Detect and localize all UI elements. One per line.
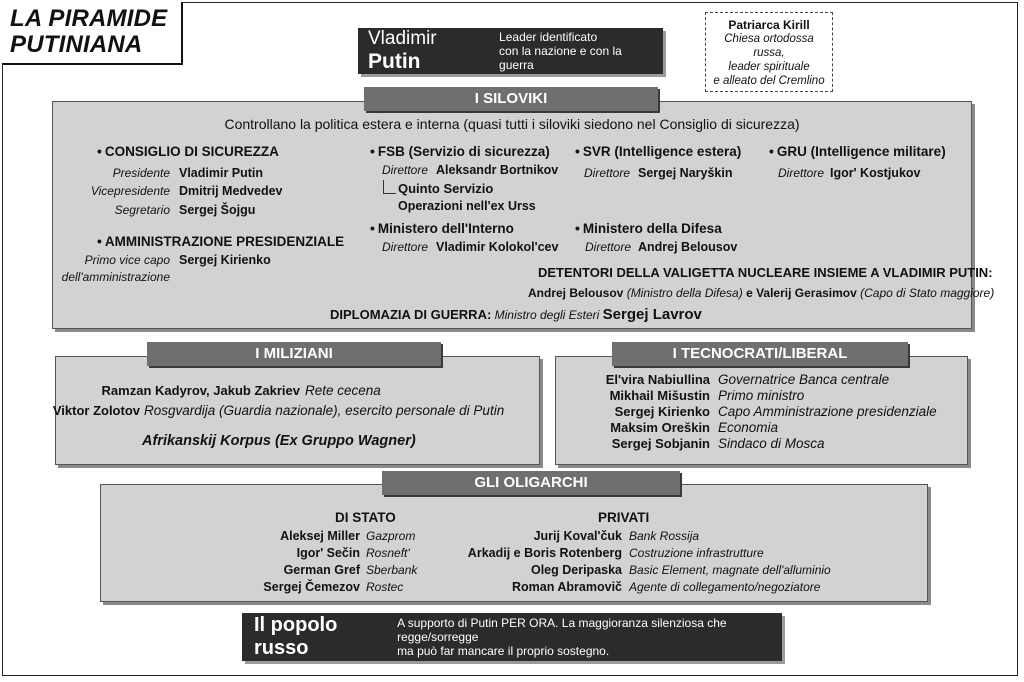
consiglio-role-3: Segretario	[114, 203, 170, 217]
miliziani-row2-name: Viktor Zolotov	[52, 403, 140, 418]
nucleare-role-2: (Capo di Stato maggiore)	[856, 286, 995, 300]
popolo-desc	[397, 616, 770, 658]
stato-name-3: German Gref	[283, 563, 360, 577]
putin-desc	[499, 30, 653, 72]
nucleare-conjunction: e	[746, 286, 753, 300]
tecnocrati-desc-2: Primo ministro	[718, 388, 805, 403]
popolo-box	[242, 613, 782, 661]
oligarchi-privati-title: PRIVATI	[598, 510, 650, 525]
privati-desc-4: Agente di collegamento/negoziatore	[629, 580, 821, 594]
interno-name: Vladimir Kolokol'cev	[436, 240, 559, 254]
fsb-sub-1: Quinto Servizio	[398, 181, 494, 196]
amministrazione-name: Sergej Kirienko	[179, 253, 271, 267]
nucleare-line	[528, 286, 994, 300]
putin-box	[358, 28, 663, 74]
stato-desc-2: Rosneft'	[366, 546, 410, 560]
privati-name-2: Arkadij e Boris Rotenberg	[467, 546, 622, 560]
page-title	[2, 2, 183, 65]
kirill-desc-1: Chiesa ortodossa russa,	[724, 33, 814, 59]
putin-last-name: Putin	[368, 50, 421, 73]
fsb-name: Aleksandr Bortnikov	[436, 163, 559, 177]
diplomazia-role: Ministro degli Esteri	[491, 308, 603, 322]
svr-role: Direttore	[584, 166, 631, 180]
gru-title: • GRU (Intelligence militare)	[769, 143, 946, 159]
stato-name-2: Igor' Sečin	[296, 546, 360, 560]
stato-name-4: Sergej Čemezov	[263, 580, 360, 594]
consiglio-role-2: Vicepresidente	[90, 184, 170, 198]
kirill-desc-3: e alleato del Cremlino	[713, 75, 825, 87]
miliziani-row1-desc: Rete cecena	[305, 383, 381, 398]
miliziani-header: I MILIZIANI	[147, 342, 441, 366]
tecnocrati-name-4: Maksim Oreškin	[610, 420, 710, 435]
consiglio-title: • CONSIGLIO DI SICUREZZA	[97, 143, 279, 159]
tecnocrati-name-1: El'vira Nabiullina	[605, 372, 710, 387]
fsb-sub-2: Operazioni nell'ex Urss	[398, 199, 536, 213]
stato-name-1: Aleksej Miller	[280, 529, 360, 543]
privati-name-3: Oleg Deripaska	[530, 563, 622, 577]
siloviki-intro: Controllano la politica estera e interna (quasi tutti i siloviki siedono nel Consiglio di sicurezza)	[224, 116, 800, 132]
title-line-2: PUTINIANA	[10, 31, 143, 58]
putin-first-name: Vladimir	[368, 28, 437, 49]
kirill-name: Patriarca Kirill	[728, 18, 810, 32]
diplomazia-label: DIPLOMAZIA DI GUERRA:	[330, 307, 492, 322]
title-line-1: LA PIRAMIDE	[10, 5, 168, 32]
fsb-title: • FSB (Servizio di sicurezza)	[370, 143, 550, 159]
difesa-name: Andrej Belousov	[638, 240, 738, 254]
stato-desc-1: Gazprom	[366, 529, 416, 543]
miliziani-row1-name: Ramzan Kadyrov, Jakub Zakriev	[101, 383, 300, 398]
privati-name-1: Jurij Koval'čuk	[533, 529, 622, 543]
popolo-desc-line-1: A supporto di Putin PER ORA. La maggioranza silenziosa che regge/sorregge	[397, 616, 727, 644]
amministrazione-title: • AMMINISTRAZIONE PRESIDENZIALE	[97, 233, 344, 249]
miliziani-row2-desc: Rosgvardija (Guardia nazionale), esercito personale di Putin	[144, 403, 505, 418]
oligarchi-header: GLI OLIGARCHI	[382, 471, 680, 495]
svr-name: Sergej Naryškin	[638, 166, 733, 180]
privati-desc-2: Costruzione infrastrutture	[629, 546, 764, 560]
putin-desc-line-1: Leader identificato	[499, 30, 598, 44]
putin-name	[368, 28, 489, 74]
kirill-box	[705, 12, 833, 92]
consiglio-name-1: Vladimir Putin	[179, 166, 264, 180]
miliziani-row3: Afrikanskij Korpus (Ex Gruppo Wagner)	[142, 433, 416, 449]
tecnocrati-desc-4: Economia	[718, 420, 779, 435]
consiglio-name-2: Dmitrij Medvedev	[179, 184, 283, 198]
diplomazia-name: Sergej Lavrov	[602, 306, 702, 323]
siloviki-header: I SILOVIKI	[364, 87, 658, 111]
gru-role: Direttore	[778, 166, 825, 180]
difesa-title: • Ministero della Difesa	[575, 220, 722, 236]
putin-desc-line-2: con la nazione e con la guerra	[499, 44, 622, 72]
consiglio-role-1: Presidente	[112, 166, 170, 180]
popolo-name: Il popolo russo	[254, 614, 338, 659]
privati-desc-1: Bank Rossija	[629, 529, 700, 543]
kirill-desc-2: leader spirituale	[728, 61, 810, 73]
tecnocrati-name-5: Sergej Sobjanin	[611, 436, 710, 451]
privati-desc-3: Basic Element, magnate dell'alluminio	[629, 563, 831, 577]
tecnocrati-desc-3: Capo Amministrazione presidenziale	[718, 404, 937, 419]
tecnocrati-desc-1: Governatrice Banca centrale	[718, 372, 890, 387]
nucleare-name-1: Andrej Belousov	[528, 286, 624, 300]
tecnocrati-name-2: Mikhail Mišustin	[609, 388, 710, 403]
svr-title: • SVR (Intelligence estera)	[575, 143, 741, 159]
fsb-role: Direttore	[382, 163, 429, 177]
popolo-desc-line-2: ma può far mancare il proprio sostegno.	[397, 644, 610, 658]
stato-desc-4: Rostec	[366, 580, 404, 594]
consiglio-name-3: Sergej Šojgu	[179, 203, 256, 217]
stato-desc-3: Sberbank	[366, 563, 418, 577]
difesa-role: Direttore	[585, 240, 632, 254]
amministrazione-role-2: dell'amministrazione	[61, 270, 170, 284]
fsb-connector	[383, 180, 396, 194]
oligarchi-stato-title: DI STATO	[335, 510, 396, 525]
gru-name: Igor' Kostjukov	[830, 166, 921, 180]
privati-name-4: Roman Abramovič	[512, 580, 622, 594]
nucleare-title: DETENTORI DELLA VALIGETTA NUCLEARE INSIEME A VLADIMIR PUTIN:	[538, 265, 993, 280]
tecnocrati-header: I TECNOCRATI/LIBERAL	[612, 342, 908, 366]
tecnocrati-name-3: Sergej Kirienko	[614, 404, 710, 419]
nucleare-name-2: Valerij Gerasimov	[752, 286, 857, 300]
amministrazione-role-1: Primo vice capo	[84, 253, 170, 267]
diplomazia-line	[330, 306, 702, 324]
nucleare-role-1: (Ministro della Difesa)	[623, 286, 747, 300]
interno-title: • Ministero dell'Interno	[370, 220, 514, 236]
interno-role: Direttore	[382, 240, 429, 254]
tecnocrati-desc-5: Sindaco di Mosca	[718, 436, 825, 451]
